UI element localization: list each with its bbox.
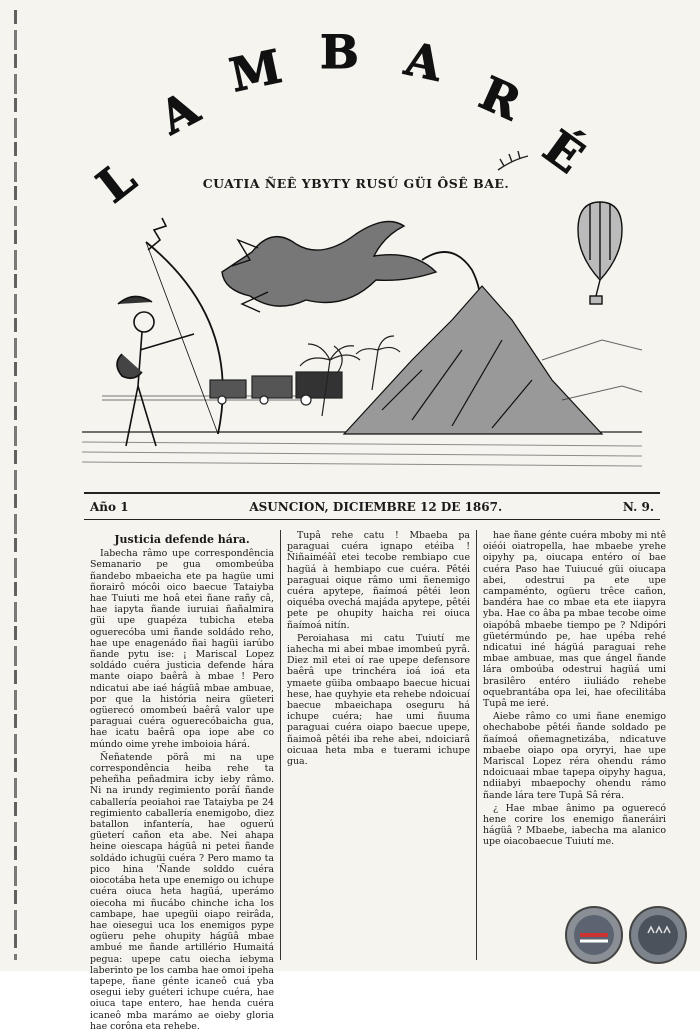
masthead-motto: CUATIA ÑEÊ YBYTY RUSÚ GÜI ÔSÊ BAE. xyxy=(202,176,510,191)
dateline xyxy=(84,492,660,520)
engraving-illustration xyxy=(82,200,642,476)
article-paragraph: Aiebe râmo co umi ñane enemigo ohechabobe pêtéi ñande soldado pe ñaímoá oñemagnetizába, ndicatuve mbaebe oiapo opa oryryi, hae upe Mariscal Lopez réra ohendu rámo ndoicuaai mbae tapepa oipyhy hagua, ndiiabyi mbaepochy ohendu rámo ñande lára tere Tupâ Sâ réra. xyxy=(483,711,666,801)
masthead xyxy=(80,10,660,214)
page-binding-edge xyxy=(14,10,17,960)
seal-two-icon xyxy=(630,907,686,963)
title-letter: É xyxy=(533,119,594,184)
title-letter: M xyxy=(225,39,287,103)
article-paragraph: Tupâ rehe catu ! Mbaeba pa paraguai cuéra ignapo etéiba ! Ñiñaiméâî etei tecobe rembiapo cue hagüá à hembiapo cue cuéra. Pêtéi paraguai oique râmo umi ñenemigo cuéra apytepe, ñaímoá pêtéi leon oiquéba ovechá majáda apytepe, pêtéi pete pe ohupity haicha rei oiuca ñaímoá nitín. xyxy=(287,530,470,631)
article-paragraph: Iabecha râmo upe correspondência Semanario pe gua omombeúba ñandebo mbaeicha ete pa hagüe umi ñorairô mócôi oico baecue Tataiyba hae Tuiuti me hoâ etei ñane rañy câ, hae iapyta ñande iuruiai ñañalmira güi upe guapéza tubicha eteba oguerecóba umi ñande soldádo reho, hae upe enagenádo ñai hagüi iarúbo ñande pytu ise: ¡ Mariscal Lopez soldádo cuéra justicia defende hára mante oiapo baêrâ à mbae ! Pero ndicatui abe iaé hágüâ mbae ambuae, por que la história neira güeteri ogüerecó omombeú baêrâ valor upe paraguai cuéra oguerecóbaicha gua, hae icatu baêrâ opa iope abe co múndo oime yrehe imboioia hárá. xyxy=(90,548,274,750)
balloon-icon xyxy=(578,202,622,304)
column-two xyxy=(280,530,476,960)
engraving-drawing xyxy=(82,200,642,476)
column-three xyxy=(476,530,672,960)
issue-year: Año 1 xyxy=(90,499,129,514)
masthead-arc xyxy=(80,10,660,214)
archive-seals xyxy=(562,903,692,965)
title-letter: R xyxy=(471,65,529,131)
title-letter: A xyxy=(400,31,447,92)
article-columns xyxy=(84,530,674,1032)
article-headline: Justicia defende hára. xyxy=(114,533,250,546)
article-paragraph: Peroiahasa mi catu Tuiutí me iahecha mi abei mbae imombeú pyrâ. Diez mil etei oí rae upepe defensore baêrâ upe trinchéra ioá ioá eta ymaete güiba ombaapo baecue hicuai hese, hae quyhyie eta rehebe ndoicuaí baecue mbaeichapa oseguru há ichupe cuéra; hae umi ñuuma paraguai cuéra oiapo baecue upepe, ñaimoâ pêtéi iba rehe abei, ndoiciarâ oicuaa heta mba e tuerami ichupe gua. xyxy=(287,632,470,768)
bow-icon xyxy=(146,242,223,434)
mountain-icon xyxy=(344,286,602,434)
issue-number: N. 9. xyxy=(622,499,654,514)
article-paragraph: hae ñane génte cuéra mboby mi ntê oiéói oiatropella, hae mbaebe yrehe oipyhy pa, oiucapa entéro oí bae cuéra Paso hae Tuiucué güi oiucapa abei, odestrui pa ete upe campaménto, ogüeru trêce cañon, bandéra hae co mbae eta ete iiapyra yba. Hae co âba pa mbae tecobe oime oiapóbâ mbaebe tiempo pe ? Ndipóri güetérmúndo pe, hae upéba rehé ndicatui iné hágüá paraguai rehe mbae ambuae, mas que ángel ñande lára omboúba odestrui hagüá umi brasilêro entéro iiuliádo rehebe oquebrantába opa lei, hae ofecilitába Tupâ me ieré. xyxy=(483,530,666,710)
seal-one-icon xyxy=(566,907,622,963)
article-paragraph: Ñeñatende pörâ mi na upe correspondência heiba rehe ta peheñha peñadmira icby ieby râmo. Ni na irundy regimiento porâí ñande caballería peoiahoi rae Tataiyba pe 24 regimiento caballería enemigobo, diez batallon infantería, hae oguerú güeterí cañon eta abe. Nei ahapa heine oiescapa hágüâ ni petei ñande soldádo ichugüi cuéra ? Pero mamo ta pico hina 'Ñande solddo cuéra oiocotába heta upe enemigo ou ichupe cuéra oiuca heta hagüá, uperámo oiecoha mi ñucábo chinche icha los cambape, hae upegüi oiapo reirâda, hae oiesegui uca los enemigos pype ogüeru pehe ohupity hágüâ mbae ambué me ñande artillério Humaitá pegua: upepe catu oiecha iebyma laberinto pe los camba hae omoi ipeha tapepe, ñane génte icaneô cuá yba osegui ieby guéteri ichupe cuéra, hae oiuca tape entero, hae henda cuéra icaneô mba marámo ae oieby gloria hae corôna eta rehebe. xyxy=(90,751,274,1032)
column-one xyxy=(84,530,280,1032)
title-letter: L xyxy=(86,150,146,214)
title-letter: B xyxy=(320,25,359,79)
hunter-figure-icon xyxy=(117,218,194,446)
ornament-sprig-icon xyxy=(498,151,528,170)
article-paragraph: ¿ Hae mbae ânimo pa oguerecó hene corire los enemigo ñaneráiri hágüâ ? Mbaebe, iabecha ma alanico upe oiacobaecue Tuiutí me. xyxy=(483,802,666,848)
place-date: ASUNCION, DICIEMBRE 12 DE 1867. xyxy=(249,499,503,514)
title-letter: A xyxy=(150,80,208,145)
train-icon xyxy=(210,346,342,405)
